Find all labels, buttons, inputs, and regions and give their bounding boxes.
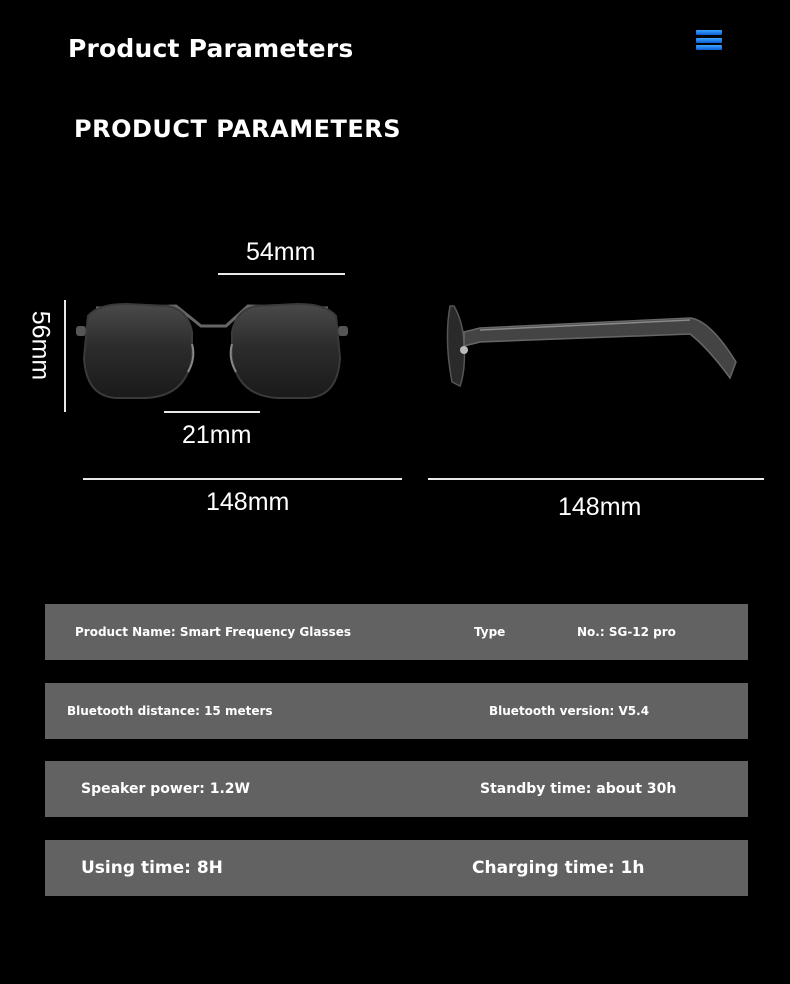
lens-width-line xyxy=(218,273,345,275)
section-title: PRODUCT PARAMETERS xyxy=(74,115,402,143)
glasses-front-image xyxy=(76,296,356,406)
front-width-label: 148mm xyxy=(206,488,290,516)
using-time: Using time: 8H xyxy=(81,858,223,878)
lens-height-label: 56mm xyxy=(26,310,55,381)
bridge-label: 21mm xyxy=(182,421,252,449)
param-row-1 xyxy=(45,604,748,660)
front-width-line xyxy=(83,478,402,480)
glasses-side-image xyxy=(440,300,745,390)
param-row-2 xyxy=(45,683,748,739)
param-row-4 xyxy=(45,840,748,896)
type-label: Type xyxy=(474,625,506,639)
lens-height-line xyxy=(64,300,66,412)
bluetooth-distance: Bluetooth distance: 15 meters xyxy=(67,704,273,718)
standby-time: Standby time: about 30h xyxy=(480,781,677,797)
bridge-line xyxy=(164,411,260,413)
temple-length-line xyxy=(428,478,764,480)
product-name: Product Name: Smart Frequency Glasses xyxy=(75,625,351,639)
temple-length-label: 148mm xyxy=(558,493,642,521)
charging-time: Charging time: 1h xyxy=(472,858,645,878)
speaker-power: Speaker power: 1.2W xyxy=(81,781,250,797)
page-title: Product Parameters xyxy=(68,34,354,63)
bluetooth-version: Bluetooth version: V5.4 xyxy=(489,704,650,718)
model-number: No.: SG-12 pro xyxy=(577,625,676,639)
menu-icon[interactable] xyxy=(696,30,722,50)
lens-width-label: 54mm xyxy=(246,238,316,266)
param-row-3 xyxy=(45,761,748,817)
